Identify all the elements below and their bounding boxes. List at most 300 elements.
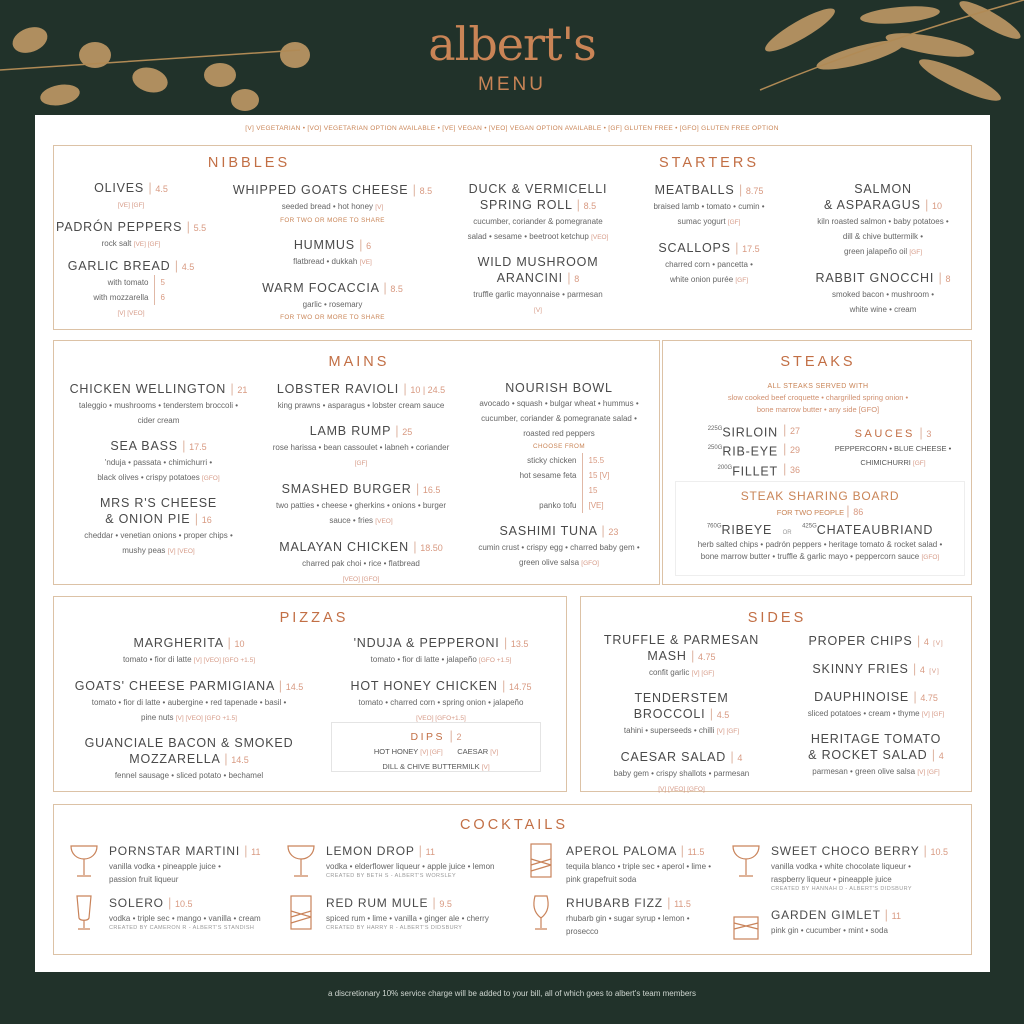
item-price: | 8.75: [739, 186, 764, 196]
menu-item: [261, 423, 461, 471]
item-dietary-tags: [GF]: [727, 219, 741, 226]
cocktail-item: [69, 895, 261, 931]
cocktail-name: [109, 843, 261, 860]
item-description: [56, 528, 261, 559]
menu-item: [459, 523, 659, 571]
item-dietary-tags: [VE]: [359, 259, 372, 266]
item-dietary-tags: [V] [GF]: [691, 670, 715, 677]
item-name: [209, 182, 456, 199]
item-dietary-tags: [GF]: [735, 277, 749, 284]
cocktail-name: [771, 907, 901, 924]
cocktails-panel: [53, 804, 972, 955]
item-dietary-tags: [VEO]: [375, 518, 393, 525]
coupe-glass-icon: [69, 843, 99, 879]
item-name: [454, 182, 622, 214]
item-name-text: GUANCIALE BACON & SMOKED MOZZARELLA: [84, 736, 294, 766]
mains-title: MAINS: [328, 354, 390, 370]
menu-column: [584, 633, 779, 807]
dip-name: HOT HONEY: [373, 747, 419, 756]
cocktail-item: [286, 895, 489, 931]
steaks-served-with: slow cooked beef croquette • chargrilled spring onion • bone marrow butter • any side [GFO]: [727, 393, 909, 414]
cocktail-price: | 10.5: [923, 847, 948, 857]
item-price: | 17.5: [735, 244, 760, 254]
menu-column: [781, 633, 971, 790]
item-description: [624, 257, 794, 288]
item-name-text: SEA BASS: [110, 439, 178, 453]
cocktail-price: | 9.5: [432, 899, 452, 909]
menu-column: [624, 182, 794, 298]
item-name: [584, 691, 779, 723]
dietary-legend: [V] VEGETARIAN • [VO] VEGETARIAN OPTION AVAILABLE • [VE] VEGAN • [VEO] VEGAN OPTION AVAILABLE • [GF] GLUTEN FREE • [GFO] GLUTEN FREE OPTION: [245, 125, 779, 132]
item-description-text: truffle garlic mayonnaise • parmesan: [473, 290, 603, 299]
item-tags-line: [56, 305, 206, 321]
board-weight-2: 425G: [802, 523, 817, 530]
item-name: [799, 270, 967, 287]
variant-price: 15 [VE]: [582, 483, 612, 513]
item-name: [584, 633, 779, 665]
item-name: [261, 381, 461, 398]
item-name-text: PADRÓN PEPPERS: [56, 220, 183, 234]
menu-item: [781, 732, 971, 780]
cocktail-price: | 11.5: [667, 899, 691, 909]
item-dietary-tags: [VEO] [GFO]: [342, 576, 380, 583]
item-name-text: OLIVES: [94, 181, 145, 195]
item-name-text: DAUPHINOISE: [814, 690, 910, 704]
cocktail-name-text: SOLERO: [109, 896, 164, 910]
item-price: | 8.5: [577, 201, 597, 211]
item-tags-line: [56, 197, 206, 213]
highball-glass-icon: [526, 843, 556, 879]
steak-name: FILLET: [732, 463, 778, 478]
item-name-text: MARGHERITA: [133, 636, 224, 650]
cocktail-name-text: RED RUM MULE: [326, 896, 429, 910]
item-price: | 8.5: [413, 186, 433, 196]
item-price: | 4: [913, 665, 925, 675]
cocktail-price: | 11: [885, 911, 901, 921]
sauces-tags: [GF]: [912, 460, 926, 467]
nibbles-starters-panel: [53, 145, 972, 330]
cocktail-name: [566, 843, 711, 860]
item-description: [209, 297, 456, 312]
item-description-text: tahini • superseeds • chilli: [623, 726, 715, 735]
pizzas-panel: [53, 596, 567, 792]
item-name: [56, 438, 261, 455]
dips-title: DIPS: [410, 731, 446, 743]
item-dietary-tags: [V]: [929, 668, 940, 675]
menu-item: [584, 691, 779, 739]
menu-item: [584, 633, 779, 681]
dip-name: DILL & CHIVE BUTTERMILK: [382, 762, 480, 771]
item-name: [261, 423, 461, 440]
cocktail-item: [731, 843, 948, 892]
item-price: | 8: [567, 274, 579, 284]
item-description-text: charred corn • pancetta • white onion purée: [665, 260, 753, 284]
item-description: [454, 287, 622, 318]
item-name: [584, 749, 779, 766]
menu-item: [56, 438, 261, 486]
item-dietary-tags: [V]: [933, 640, 944, 647]
item-name: [624, 240, 794, 257]
cocktail-name: [566, 895, 691, 912]
item-name: [624, 182, 794, 199]
item-variant: [459, 483, 659, 513]
dip-tags: [V]: [490, 749, 499, 756]
item-name-text: HUMMUS: [293, 238, 355, 252]
item-name: [261, 539, 461, 556]
item-dietary-tags: [GF]: [909, 249, 923, 256]
item-description-text: charred pak choi • rice • flatbread: [302, 559, 420, 568]
item-description: [261, 556, 461, 587]
flute-glass-icon: [69, 895, 99, 931]
cocktails-title: COCKTAILS: [459, 817, 569, 833]
menu-subtitle: MENU: [478, 74, 546, 95]
menu-item: [584, 749, 779, 797]
item-description-text: tomato • fior di latte • jalapeño: [370, 655, 477, 664]
item-price: | 13.5: [504, 639, 529, 649]
item-name-text: GARLIC BREAD: [67, 259, 171, 273]
menu-column: [316, 635, 566, 736]
item-name-text: DUCK & VERMICELLI SPRING ROLL: [468, 182, 608, 212]
item-name-text: SKINNY FRIES: [812, 662, 909, 676]
sauces-title: SAUCES: [854, 428, 915, 440]
steak-cut: [683, 440, 801, 459]
steak-sharing-board: [675, 481, 965, 576]
item-description-text: king prawns • asparagus • lobster cream sauce: [277, 401, 445, 410]
item-description: [56, 236, 206, 252]
item-price: | 17.5: [182, 442, 207, 452]
item-dietary-tags: [V]: [375, 204, 384, 211]
item-name: [56, 381, 261, 398]
item-description-text: cumin crust • crispy egg • charred baby gem • green olive salsa: [478, 543, 640, 567]
dips-box: [331, 722, 541, 772]
variant-label: sticky chicken: [527, 456, 577, 465]
cocktail-text: [771, 907, 901, 943]
item-description-text: smoked bacon • mushroom • white wine • cream: [831, 290, 935, 314]
menu-item: [59, 635, 319, 668]
cocktail-item: [526, 843, 711, 886]
item-description: [584, 723, 779, 739]
menu-column: [56, 180, 206, 327]
item-description-text: baby gem • crispy shallots • parmesan: [613, 769, 750, 778]
item-price: | 8: [938, 274, 950, 284]
cocktail-description: vodka • elderflower liqueur • apple juice • lemon: [326, 862, 495, 871]
item-name-text: HERITAGE TOMATO & ROCKET SALAD: [808, 732, 942, 762]
menu-item: [56, 496, 261, 559]
item-name: [56, 219, 206, 236]
cocktail-credit: CREATED BY BETH S - ALBERT'S WORSLEY: [326, 873, 457, 879]
item-name: [781, 661, 971, 679]
item-dietary-tags: [V] [VEO]: [117, 310, 145, 317]
item-name-text: PROPER CHIPS: [808, 634, 913, 648]
coupe-glass-icon: [286, 843, 316, 879]
steak-price: | 27: [783, 421, 813, 440]
item-name-text: WARM FOCACCIA: [262, 281, 380, 295]
item-price: | 4.5: [175, 262, 195, 272]
item-price: | 4.75: [913, 693, 938, 703]
item-name: [781, 732, 971, 764]
cocktail-description: tequila blanco • triple sec • aperol • lime • pink grapefruit soda: [566, 862, 712, 884]
steaks-panel: [662, 340, 972, 585]
item-name-text: RABBIT GNOCCHI: [815, 271, 935, 285]
item-name-text: MRS R'S CHEESE & ONION PIE: [99, 496, 218, 526]
menu-item: [781, 689, 971, 722]
nibbles-title: NIBBLES: [207, 155, 291, 171]
mains-panel: [53, 340, 660, 585]
sauces: [813, 424, 973, 471]
item-dietary-tags: [V] [VEO] [GFO +1.5]: [193, 657, 256, 664]
item-description: [781, 764, 971, 780]
item-name-text: SCALLOPS: [658, 241, 731, 255]
sauces-list: PEPPERCORN • BLUE CHEESE • CHIMICHURRI: [834, 444, 952, 467]
variant-label: with tomato: [107, 278, 149, 287]
dip-tags: [V]: [481, 764, 490, 771]
item-description-text: rock salt: [101, 239, 132, 248]
item-price: | 14.5: [279, 682, 304, 692]
item-name: [781, 633, 971, 651]
cocktail-item: [731, 907, 901, 943]
item-description-text: flatbread • dukkah: [293, 257, 358, 266]
item-variant: [56, 275, 206, 290]
item-price: | 18.50: [413, 543, 443, 553]
item-description: [261, 498, 461, 529]
item-description-text: garlic • rosemary: [302, 300, 363, 309]
cocktail-text: [566, 843, 711, 886]
cocktail-credit: CREATED BY HARRY R - ALBERT'S DIDSBURY: [326, 925, 463, 931]
item-price: | 23: [601, 527, 618, 537]
coupe-glass-icon: [731, 843, 761, 879]
cocktail-text: [771, 843, 948, 892]
cocktail-item: [526, 895, 691, 938]
item-description: [261, 440, 461, 471]
item-description: [781, 706, 971, 722]
item-name: [56, 180, 206, 197]
menu-item: [624, 182, 794, 230]
item-description: [316, 652, 566, 668]
item-price: | 8.5: [383, 284, 403, 294]
item-price: | 4.5: [148, 184, 168, 194]
menu-item: [459, 381, 659, 513]
item-description: [59, 652, 319, 668]
steak-name: SIRLOIN: [722, 425, 778, 440]
item-variant: [56, 290, 206, 305]
menu-item: [624, 240, 794, 288]
cocktail-name-text: GARDEN GIMLET: [771, 908, 881, 922]
item-description-text: confit garlic: [648, 668, 690, 677]
menu-column: [209, 182, 456, 334]
item-description: [584, 766, 779, 797]
item-description-text: sliced potatoes • cream • thyme: [807, 709, 920, 718]
cocktail-name-text: RHUBARB FIZZ: [566, 896, 663, 910]
item-name-text: TENDERSTEM BROCCOLI: [633, 691, 729, 721]
item-description: [799, 214, 967, 260]
item-description-text: two patties • cheese • gherkins • onions • burger sauce • fries: [276, 501, 446, 525]
menu-column: [261, 381, 461, 597]
item-name: [459, 523, 659, 540]
item-price: | 4.75: [691, 652, 716, 662]
cocktail-description: rhubarb gin • sugar syrup • lemon • prosecco: [566, 914, 690, 936]
rocks-glass-icon: [731, 907, 761, 943]
steak-name: RIB-EYE: [722, 444, 778, 459]
menu-item: [799, 270, 967, 317]
menu-item: [799, 182, 967, 260]
item-dietary-tags: [VE] [GF]: [133, 241, 161, 248]
steaks-served-label: ALL STEAKS SERVED WITH: [767, 383, 869, 390]
cocktail-credit: CREATED BY CAMERON R - ALBERT'S STANDISH: [109, 925, 255, 931]
menu-item: [209, 182, 456, 227]
steak-price: | 29: [783, 440, 813, 459]
item-name: [56, 258, 206, 275]
dips-price: | 2: [449, 732, 461, 742]
variant-price: 5: [154, 275, 184, 290]
item-description: [624, 199, 794, 230]
item-price: | 14.5: [224, 755, 249, 765]
menu-item: [261, 481, 461, 529]
item-description-text: fennel sausage • sliced potato • bechamel: [114, 771, 264, 780]
item-dietary-tags: [VEO] [GFO+1.5]: [416, 715, 466, 722]
dip-name: CAESAR: [457, 747, 489, 756]
cocktail-name-text: SWEET CHOCO BERRY: [771, 844, 920, 858]
starters-title: STARTERS: [658, 155, 759, 171]
steak-weight: 225G: [707, 426, 723, 432]
menu-item: [56, 381, 261, 428]
cocktail-item: [286, 843, 495, 879]
item-name-text: LOBSTER RAVIOLI: [276, 382, 400, 396]
sides-title: SIDES: [747, 610, 807, 626]
item-description-text: taleggio • mushrooms • tenderstem broccoli • cider cream: [78, 401, 239, 425]
item-price: | 4.5: [710, 710, 730, 720]
item-price: | 21: [230, 385, 247, 395]
highball-glass-icon: [286, 895, 316, 931]
item-name-text: HOT HONEY CHICKEN: [350, 679, 498, 693]
item-note: FOR TWO OR MORE TO SHARE: [280, 217, 385, 224]
item-dietary-tags: [V] [VEO] [GFO +1.5]: [175, 715, 237, 722]
cocktail-credit: CREATED BY HANNAH D - ALBERT'S DIDSBURY: [771, 886, 912, 892]
item-description-text: cheddar • venetian onions • proper chips • mushy peas: [84, 531, 233, 555]
item-price: | 4: [917, 637, 929, 647]
item-name-text: TRUFFLE & PARMESAN MASH: [603, 633, 760, 663]
board-subtitle: FOR TWO PEOPLE: [776, 508, 845, 517]
cocktail-description: pink gin • cucumber • mint • soda: [771, 926, 888, 935]
cocktail-description: vodka • triple sec • mango • vanilla • cream: [109, 914, 261, 923]
cocktail-price: | 10.5: [168, 899, 193, 909]
cocktail-price: | 11.5: [681, 847, 705, 857]
cocktail-name: [326, 843, 495, 860]
item-price: | 5.5: [187, 223, 207, 233]
item-description-text: kiln roasted salmon • baby potatoes • dill & chive buttermilk • green jalapeño oil: [817, 217, 949, 256]
brand-logo: albert's: [428, 17, 596, 71]
item-dietary-tags: [V] [GF]: [917, 769, 940, 776]
item-name: [209, 280, 456, 297]
item-price: | 10 | 24.5: [403, 385, 445, 395]
cocktail-name-text: LEMON DROP: [326, 844, 415, 858]
item-price: | 4: [730, 753, 742, 763]
item-name: [799, 182, 967, 214]
item-description: [59, 695, 319, 726]
menu-item: [209, 280, 456, 324]
menu-item: [56, 180, 206, 213]
steak-weight: 250G: [707, 445, 723, 452]
menu-item: [781, 633, 971, 651]
variant-price: 6: [154, 290, 184, 305]
steak-cut: [683, 421, 801, 440]
dip-tags: [V] [GF]: [420, 749, 443, 756]
item-dietary-tags: [VEO]: [591, 234, 609, 241]
menu-item: [781, 661, 971, 679]
item-description: [459, 540, 659, 571]
cocktail-description: spiced rum • lime • vanilla • ginger ale • cherry: [326, 914, 489, 923]
item-name: [59, 736, 319, 768]
item-description-text: avocado • squash • bulgar wheat • hummus • cucumber, coriander & pomegranate salad • roasted red peppers: [479, 399, 639, 438]
item-name: [261, 481, 461, 498]
steak-weight: 200G: [717, 464, 733, 471]
menu-column: [459, 381, 659, 581]
menu-item: [56, 258, 206, 321]
menu-item: [454, 255, 622, 318]
menu-item: [316, 635, 566, 668]
menu-column: [56, 381, 261, 569]
item-description-text: braised lamb • tomato • cumin • sumac yogurt: [653, 202, 765, 226]
service-charge-note: a discretionary 10% service charge will be added to your bill, all of which goes to albert's team members: [328, 989, 696, 998]
item-dietary-tags: [V] [VEO]: [167, 548, 195, 555]
cocktail-text: [109, 895, 261, 931]
item-price: | 10: [228, 639, 245, 649]
item-dietary-tags: [GFO]: [581, 560, 599, 567]
item-dietary-tags: [GFO]: [201, 475, 220, 482]
board-cut-2: CHATEAUBRIAND: [816, 523, 934, 537]
item-price: | 14.75: [502, 682, 532, 692]
cocktail-item: [69, 843, 261, 886]
variant-label: with mozzarella: [93, 293, 149, 302]
menu-item: [454, 182, 622, 245]
cocktail-description: vanilla vodka • pineapple juice • passion fruit liqueur: [109, 862, 221, 884]
menu-item: [59, 736, 319, 783]
item-price: | 6: [359, 241, 371, 251]
cocktail-description: vanilla vodka • white chocolate liqueur • raspberry liqueur • pineapple juice: [771, 862, 911, 884]
variant-label: panko tofu: [539, 501, 577, 510]
cocktail-name: [109, 895, 261, 912]
item-dietary-tags: [GF]: [354, 460, 368, 467]
item-name: [59, 635, 319, 652]
variant-label: hot sesame feta: [519, 471, 577, 480]
menu-column: [59, 635, 319, 793]
item-price: | 10: [925, 201, 942, 211]
item-description-text: seeded bread • hot honey: [281, 202, 374, 211]
menu-item: [316, 678, 566, 726]
item-name: [781, 689, 971, 706]
item-name: [459, 381, 659, 396]
steaks-title: STEAKS: [780, 354, 856, 370]
variant-price: 15.5: [582, 453, 612, 468]
item-dietary-tags: [V] [GF]: [921, 711, 945, 718]
item-description-text: tomato • fior di latte • aubergine • red tapenade • basil • pine nuts: [91, 698, 287, 722]
sides-panel: [580, 596, 972, 792]
item-name: [59, 678, 319, 695]
cocktail-text: [566, 895, 691, 938]
item-description-text: parmesan • green olive salsa: [812, 767, 916, 776]
item-name: [56, 496, 261, 528]
item-price: | 16: [195, 515, 212, 525]
item-name-text: LAMB RUMP: [309, 424, 391, 438]
item-variant: [459, 468, 659, 483]
item-name-text: CHICKEN WELLINGTON: [69, 382, 227, 396]
item-name-text: NOURISH BOWL: [505, 381, 613, 395]
board-desc: herb salted chips • padrón peppers • heritage tomato & rocket salad • bone marrow butter • truffle & garlic mayo • peppercorn sauce: [697, 540, 943, 561]
steak-price: | 36: [783, 460, 813, 479]
item-name: [316, 635, 566, 652]
item-name-text: GOATS' CHEESE PARMIGIANA: [74, 679, 275, 693]
item-description: [799, 287, 967, 317]
item-variant: [459, 453, 659, 468]
